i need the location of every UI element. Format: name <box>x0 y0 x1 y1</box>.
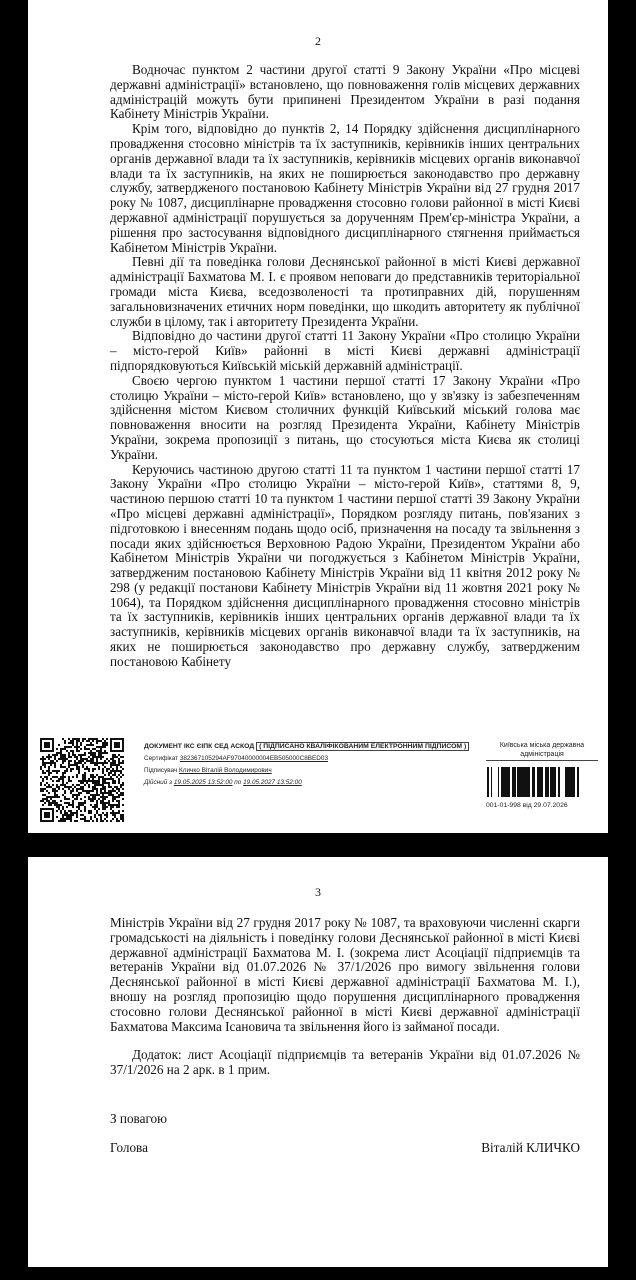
paragraph: Керуючись частиною другою статті 11 та пунктом 1 частини першої статті 17 Закону України «Про столицю України – місто-герой Київ», статтями 8, 9, частиною першою статті 10 та пунктом 1 частини першої статті 39 Закону України «Про місцеві державні адміністрації», Порядком розгляду питань, пов'язаних з підготовкою і внесенням подань щодо осіб, призначення на посаду та звільнення з посади яких здійснюється Верховною Радою України, Президентом України або Кабінетом Міністрів України чи погоджується з Кабінетом Міністрів України, затвердженим постановою Кабінету Міністрів України від 11 квітня 2012 року № 298 (у редакції постанови Кабінету Міністрів України від 11 жовтня 2021 року № 1064), та Порядком здійснення дисциплінарного провадження стосовно міністрів та їх заступників, керівників інших центральних органів державної влади та їх заступників, керівників місцевих органів виконавчої влади та їх заступників, на яких не поширюється законодавство про державну службу, затвердженим постановою Кабінету <box>110 461 580 669</box>
signature-title-prefix: ДОКУМЕНТ ІКС ЄІПК СЕД АСКОД <box>144 743 255 750</box>
qr-code <box>40 738 124 822</box>
signature-title-boxed: ( ПІДПИСАНО КВАЛІФІКОВАНИМ ЕЛЕКТРОННИМ ПІДПИСОМ ) <box>256 742 469 751</box>
signature-title <box>144 742 474 752</box>
page-number: 3 <box>315 885 321 899</box>
document-page-2 <box>28 0 608 833</box>
page-number: 2 <box>315 34 321 48</box>
organization-name <box>486 742 598 761</box>
organization-line-1: Київська міська державна <box>499 742 585 749</box>
attachment-note: Додаток: лист Асоціації підприємців та ветеранів України від 01.07.2026 № 37/1/2026 на 2 арк. в 1 прим. <box>110 1047 580 1078</box>
signer-label: Підписувач <box>144 767 178 774</box>
certificate-value: 382367105294AF97040000004EB505000C8BED03 <box>179 755 329 762</box>
signature-line <box>110 1141 580 1156</box>
closing: З повагою <box>110 1110 167 1126</box>
valid-to-value: 19.05.2027 13:52:00 <box>243 779 302 786</box>
signer-position: Голова <box>110 1139 148 1155</box>
body-text <box>28 916 608 1156</box>
paragraph: Відповідно до частини другої статті 11 Закону України «Про столицю України – місто-герой Київ» районні в місті Києві державні адміністрації підпорядковуються Київській міській державній адміністрації. <box>110 328 580 373</box>
validity-row <box>144 778 474 788</box>
valid-from-value: 19.05.2025 13:52:00 <box>173 779 233 786</box>
registration-number: 001-01-998 від 29.07.2026 <box>486 802 568 809</box>
valid-from-label: Дійсний з <box>144 779 173 786</box>
signature-info <box>144 742 474 788</box>
paragraph: Міністрів України від 27 грудня 2017 року № 1087, та враховуючи численні скарги громадськості на діяльність і поведінку голови Деснянської районної в місті Києві державної адміністрації Бахматова М. І. (зокрема лист Асоціації підприємців та ветеранів України від 01.07.2026 № 37/1/2026 про вимогу звільнення голови Деснянської районної в місті Києві державної адміністрації Бахматова М. І.), вношу на розгляд пропозицію щодо порушення дисциплінарного провадження стосовно голови Деснянської районної в місті Києві державної адміністрації Бахматова Максима Ісановича та звільнення його із займаної посади. <box>110 915 580 1034</box>
paragraph: Крім того, відповідно до пунктів 2, 14 Порядку здійснення дисциплінарного провадження стосовно міністрів та їх заступників, керівників інших центральних органів державної влади та їх заступників, керівників місцевих органів виконавчої влади та їх заступників, на яких не поширюється законодавство про державну службу, затвердженого постановою Кабінету Міністрів України від 27 грудня 2017 року № 1087, дисциплінарне провадження стосовно голови районної в місті Києві державної адміністрації порушується за дорученням Прем'єр-міністра України, а рішення про застосування відповідного дисциплінарного стягнення приймається Кабінетом Міністрів України. <box>110 121 580 255</box>
e-signature-stamp <box>40 738 600 824</box>
paragraph: Певні дії та поведінка голови Деснянської районної в місті Києві державної адміністрації Бахматова М. І. є проявом неповаги до представників територіальної громади міста Києва, вседозволеності та протиправних дій, порушенням загальновизначених етичних норм поведінки, що шкодить авторитету як публічної служби в цілому, так і авторитету Президента України. <box>110 254 580 329</box>
signer-row <box>144 766 474 776</box>
certificate-row <box>144 754 474 764</box>
barcode <box>486 767 582 797</box>
signer-name: Віталій КЛИЧКО <box>481 1139 580 1155</box>
signer-value: Кличко Віталій Володимирович <box>179 767 272 774</box>
organization-line-2: адміністрація <box>486 751 598 762</box>
registration-block <box>486 742 598 809</box>
document-page-3 <box>28 857 608 1267</box>
certificate-label: Сертифікат <box>144 755 179 762</box>
valid-to-label: по <box>234 779 242 786</box>
paragraph: Своєю чергою пунктом 1 частини першої статті 17 Закону України «Про столицю України – місто-герой Київ» встановлено, що у зв'язку із забезпеченням здійснення містом Києвом столичних функцій Київський міський голова має повноваження вносити на розгляд Президента України, Кабінету Міністрів України, зокрема пропозиції з питань, що стосуються міста Києва як столиці України. <box>110 372 580 462</box>
paragraph: Водночас пунктом 2 частини другої статті 9 Закону України «Про місцеві державні адміністрації» встановлено, що повноваження голів місцевих державних адміністрацій можуть бути припинені Президентом України в разі подання Кабінету Міністрів України. <box>110 62 580 122</box>
body-text <box>28 63 608 670</box>
